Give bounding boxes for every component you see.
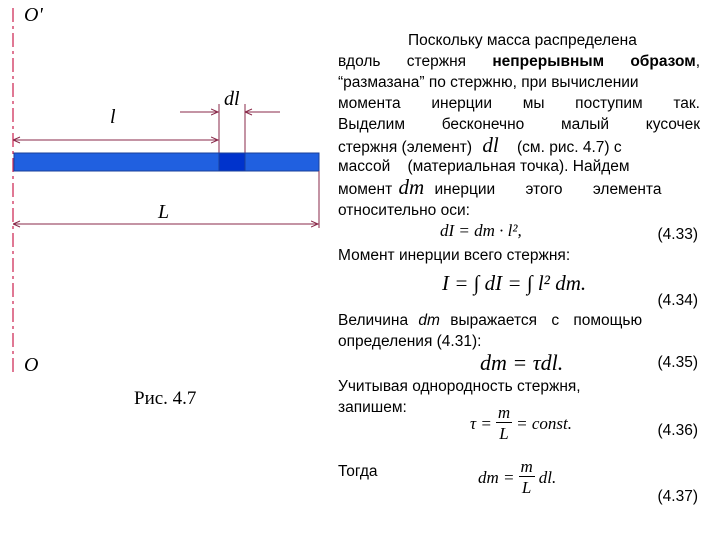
equation-number: (4.35) bbox=[657, 354, 698, 371]
text-line bbox=[338, 135, 700, 158]
text-span: Величина bbox=[338, 312, 409, 329]
text-line bbox=[338, 114, 700, 135]
text-line bbox=[338, 93, 700, 114]
length-label-l: l bbox=[110, 106, 116, 128]
text-span: относительно оси: bbox=[338, 202, 470, 219]
text-line bbox=[338, 200, 700, 221]
text-span: Выделим бесконечно малый кусочек bbox=[338, 116, 700, 133]
equation-4-35: dm = τdl. bbox=[480, 350, 564, 375]
text-line bbox=[338, 310, 700, 331]
total-length-label-L: L bbox=[158, 201, 170, 223]
text-line bbox=[338, 376, 700, 397]
rod-element-dl bbox=[219, 153, 245, 171]
text-span: массой (материальная точка). Найдем bbox=[338, 158, 630, 175]
axis-label-bottom: O bbox=[24, 354, 39, 376]
text-span: определения (4.31): bbox=[338, 333, 482, 350]
symbol-dm: dm bbox=[418, 312, 440, 329]
equation-part: τ = bbox=[470, 413, 492, 433]
equation-number: (4.37) bbox=[657, 488, 698, 505]
text-span: запишем: bbox=[338, 399, 407, 416]
text-span: Тогда bbox=[338, 463, 378, 480]
figure-caption: Рис. 4.7 bbox=[134, 388, 197, 409]
symbol-dl: dl bbox=[482, 133, 499, 157]
text-span: Учитывая однородность стержня, bbox=[338, 378, 581, 395]
text-span: “размазана” по стержню, при вычислении bbox=[338, 74, 639, 91]
figure-rod bbox=[0, 0, 330, 420]
text-line bbox=[338, 177, 700, 200]
axis-label-top: O' bbox=[24, 4, 43, 26]
text-line bbox=[408, 30, 698, 51]
numerator: m bbox=[497, 403, 511, 422]
text-line bbox=[338, 156, 700, 177]
equation-4-36 bbox=[470, 404, 572, 442]
equation-number: (4.36) bbox=[657, 422, 698, 439]
rod bbox=[14, 153, 319, 171]
text-line bbox=[338, 331, 700, 352]
text-span: (см. рис. 4.7) с bbox=[517, 139, 622, 156]
fraction bbox=[519, 458, 535, 496]
equation-number: (4.33) bbox=[657, 226, 698, 243]
emphasis-text: непрерывным образом bbox=[492, 53, 696, 70]
text-span: Поскольку масса распределена bbox=[408, 32, 637, 49]
denominator: L bbox=[499, 424, 509, 443]
equation-number: (4.34) bbox=[657, 292, 698, 309]
numerator: m bbox=[520, 457, 533, 476]
text-span: вдоль стержня bbox=[338, 53, 493, 70]
symbol-dm: dm bbox=[398, 175, 425, 199]
text-span: выражается с помощью bbox=[450, 312, 643, 329]
equation-part: = const. bbox=[516, 413, 572, 433]
text-line bbox=[338, 72, 700, 93]
fraction bbox=[496, 404, 512, 442]
equation-4-34: I = ∫ dI = ∫ l² dm. bbox=[442, 271, 587, 295]
text-line bbox=[338, 51, 700, 72]
text-span: стержня (элемент) bbox=[338, 139, 473, 156]
text-span: момента инерции мы поступим так. bbox=[338, 95, 700, 112]
element-label-dl: dl bbox=[224, 88, 240, 110]
equation-4-37 bbox=[478, 458, 556, 496]
text-span: Момент инерции всего стержня: bbox=[338, 247, 571, 264]
equation-part: dl. bbox=[538, 467, 557, 487]
denominator: L bbox=[521, 478, 532, 497]
equation-part: dm = bbox=[478, 467, 515, 487]
equation-4-33: dI = dm · l², bbox=[440, 221, 522, 240]
text-span: , bbox=[695, 53, 701, 70]
text-line bbox=[338, 245, 700, 266]
text-span: инерции этого элемента bbox=[434, 181, 662, 198]
text-span: момент bbox=[338, 181, 393, 198]
